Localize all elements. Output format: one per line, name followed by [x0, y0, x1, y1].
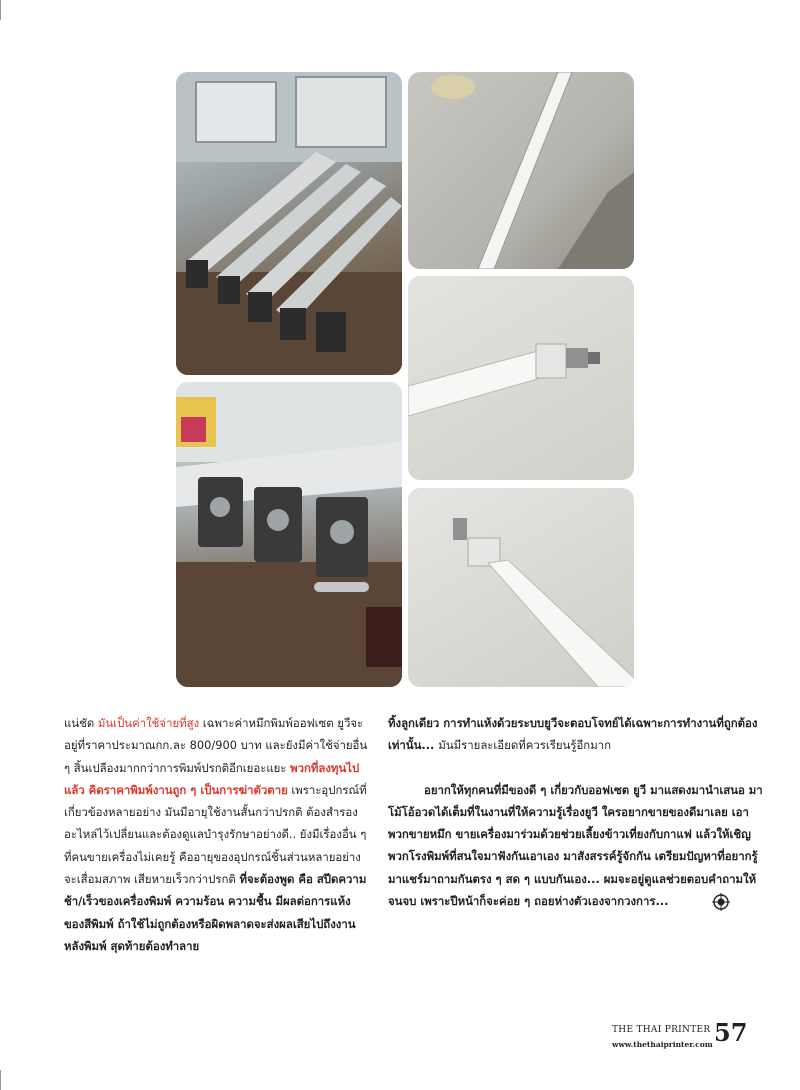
photo-uv-lamp-tube-end-2: [408, 488, 634, 687]
photo-uv-reflector-strip: [408, 72, 634, 269]
target-icon: [676, 893, 694, 911]
text-run: อยากให้ทุกคนที่มีของดี ๆ เกี่ยวกับออฟเซต ยูวี มาแสดงมานำเสนอ มาโม้โอ้อวดได้เต็มที่ในงานที่ให้ความรู้เรื่องยูวี ใครอยากขายของดีมาเลย เอาพวกขายหมึก ขายเครื่องมาร่วมด้วยช่วยเลี้ยงข้าวเที่ยงกับกาแฟ แล้วให้เชิญพวกโรงพิมพ์ที่สนใจมาฟังกันเอาเอง มาสังสรรค์รู้จักกัน เตรียมปัญหาที่อยากรู้มาแชร์มาถามกันตรง ๆ สด ๆ แบบกันเอง... ผมจะอยู่ดูแลช่วยตอบคำถามให้จนจบ เพราะปีหน้าก็จะค่อย ๆ ถอยห่างตัวเองจากวงการ...: [388, 782, 763, 909]
magazine-title: THE THAI PRINTER: [612, 1025, 711, 1035]
text-run: มันมีรายละเอียดที่ควรเรียนรู้อีกมาก: [438, 738, 611, 753]
crop-mark-left: [0, 0, 1, 20]
right-paragraph-1: [388, 712, 766, 757]
bold-text: ทิ้งลูกเดียว การทำแห้งด้วยระบบยูวีจะตอบโจทย์ได้เฉพาะการทำงานที่ถูกต้องเท่านั้น...: [388, 716, 758, 753]
article-column-right: [388, 712, 766, 912]
left-paragraph: [64, 712, 369, 957]
photo-uv-lamp-units-connectors: [176, 382, 402, 687]
right-paragraph-2: [388, 779, 766, 913]
magazine-url: www.thethaiprinter.com: [612, 1040, 713, 1049]
article-column-left: [64, 712, 369, 957]
photo-uv-lamp-housings-row: [176, 72, 402, 375]
photo-uv-lamp-tube-end-1: [408, 276, 634, 480]
crop-mark-left-bottom: [0, 1070, 1, 1090]
highlight-text: พวกที่ลงทุนไปแล้ว คิดราคาพิมพ์งานถูก ๆ เป็นการฆ่าตัวตาย: [64, 760, 360, 797]
text-run: เพราะอุปกรณ์ที่เกี่ยวข้องหลายอย่าง มันมีอายุใช้งานสั้นกว่าปรกติ ต้องสำรองอะไหล่ไว้เปลี่ยนและต้องดูแลบำรุงรักษาอย่างดี.. ยังมีเรื่องอื่น ๆ ที่คนขายเครื่องไม่เคยรู้ คืออายุของอุปกรณ์ชิ้นส่วนหลายอย่างจะเสื่อมสภาพ เสียหายเร็วกว่าปรกติ: [64, 782, 367, 887]
bold-text: ที่จะต้องพูด คือ สปีดความช้า/เร็วของเครื่องพิมพ์ ความร้อน ความชื้น มีผลต่อการแห้งของสีพิมพ์ ถ้าใช้ไม่ถูกต้องหรือผิดพลาดจะส่งผลเสียไปถึงงานหลังพิมพ์ สุดท้ายต้องทำลาย: [64, 872, 367, 953]
page-number: 57: [714, 1018, 748, 1047]
text-run: แน่ชัด: [64, 716, 98, 730]
highlight-text: มันเป็นค่าใช้จ่ายที่สูง: [97, 716, 200, 730]
paragraph-spacer: [388, 757, 766, 779]
text-run: เฉพาะค่าหมึกพิมพ์ออฟเซต ยูวีจะอยู่ที่ราคาประมาณกก.ละ 800/900 บาท และยังมีค่าใช้จ่ายอื่น ๆ สิ้นเปลืองมากกว่าการพิมพ์ปรกติอีกเยอะแยะ: [64, 716, 368, 775]
